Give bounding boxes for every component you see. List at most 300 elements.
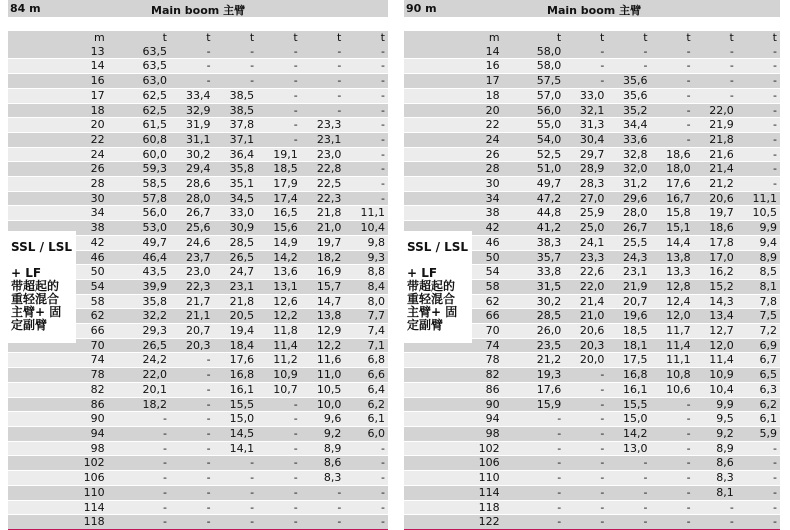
- capacity-cell: -: [257, 59, 301, 74]
- capacity-cell: -: [170, 471, 214, 486]
- table-row: [8, 441, 388, 456]
- table-row: [404, 74, 780, 89]
- capacity-cell: -: [344, 132, 388, 147]
- capacity-cell: 19,7: [301, 235, 345, 250]
- capacity-cell: -: [651, 397, 694, 412]
- radius-cell: 18: [8, 103, 108, 118]
- capacity-cell: 8,3: [694, 471, 737, 486]
- capacity-cell: -: [564, 45, 607, 59]
- capacity-cell: -: [564, 485, 607, 500]
- radius-cell: 70: [8, 338, 108, 353]
- capacity-cell: 19,7: [694, 206, 737, 221]
- capacity-cell: -: [737, 177, 780, 192]
- capacity-cell: 7,7: [344, 309, 388, 324]
- capacity-cell: -: [257, 515, 301, 530]
- capacity-cell: 17,0: [694, 250, 737, 265]
- capacity-cell: 10,4: [694, 382, 737, 397]
- capacity-cell: -: [301, 59, 345, 74]
- capacity-cell: 16,9: [301, 265, 345, 280]
- capacity-cell: 58,0: [503, 59, 565, 74]
- table-row: [404, 441, 780, 456]
- table-row: [404, 88, 780, 103]
- capacity-header: t: [503, 31, 565, 45]
- capacity-cell: 59,3: [108, 162, 170, 177]
- capacity-cell: 8,6: [694, 456, 737, 471]
- capacity-cell: 15,9: [503, 397, 565, 412]
- capacity-cell: -: [214, 74, 258, 89]
- capacity-cell: 49,7: [503, 177, 565, 192]
- capacity-cell: 6,2: [737, 397, 780, 412]
- capacity-cell: -: [694, 45, 737, 59]
- radius-cell: 14: [404, 45, 503, 59]
- radius-cell: 78: [404, 353, 503, 368]
- capacity-cell: 6,6: [344, 368, 388, 383]
- capacity-cell: -: [301, 485, 345, 500]
- capacity-cell: 6,4: [344, 382, 388, 397]
- radius-cell: 24: [404, 132, 503, 147]
- radius-cell: 106: [404, 456, 503, 471]
- capacity-cell: -: [564, 412, 607, 427]
- capacity-cell: 17,9: [257, 177, 301, 192]
- table-row: [8, 103, 388, 118]
- capacity-cell: 19,6: [607, 309, 650, 324]
- capacity-cell: 20,3: [170, 338, 214, 353]
- capacity-cell: 9,9: [694, 397, 737, 412]
- capacity-cell: 35,6: [607, 88, 650, 103]
- capacity-cell: 28,9: [564, 162, 607, 177]
- capacity-cell: 18,2: [301, 250, 345, 265]
- boom-length: 84 m: [10, 2, 41, 15]
- capacity-cell: -: [344, 147, 388, 162]
- capacity-cell: -: [651, 471, 694, 486]
- table-row: [8, 88, 388, 103]
- capacity-cell: 18,0: [651, 162, 694, 177]
- capacity-cell: 32,8: [607, 147, 650, 162]
- capacity-cell: -: [214, 456, 258, 471]
- capacity-cell: 21,4: [694, 162, 737, 177]
- capacity-cell: -: [344, 471, 388, 486]
- table-row: [404, 162, 780, 177]
- capacity-cell: 8,9: [301, 441, 345, 456]
- capacity-cell: 20,7: [607, 294, 650, 309]
- capacity-cell: 33,4: [170, 88, 214, 103]
- capacity-cell: 9,3: [344, 250, 388, 265]
- capacity-cell: 9,9: [737, 221, 780, 236]
- capacity-cell: 20,3: [564, 338, 607, 353]
- capacity-cell: 15,5: [607, 397, 650, 412]
- capacity-cell: -: [344, 191, 388, 206]
- capacity-cell: -: [651, 456, 694, 471]
- capacity-cell: -: [108, 412, 170, 427]
- capacity-cell: 61,5: [108, 118, 170, 133]
- capacity-cell: -: [170, 45, 214, 59]
- capacity-cell: 23,1: [607, 265, 650, 280]
- capacity-cell: -: [257, 471, 301, 486]
- capacity-cell: 8,5: [737, 265, 780, 280]
- capacity-cell: 10,7: [257, 382, 301, 397]
- radius-cell: 94: [404, 412, 503, 427]
- capacity-cell: 6,7: [737, 353, 780, 368]
- radius-cell: 46: [404, 235, 503, 250]
- capacity-cell: 8,1: [737, 279, 780, 294]
- table-row: [404, 59, 780, 74]
- capacity-cell: 29,4: [170, 162, 214, 177]
- capacity-cell: -: [737, 147, 780, 162]
- capacity-cell: -: [737, 103, 780, 118]
- capacity-cell: 34,5: [214, 191, 258, 206]
- table-row: [404, 515, 780, 530]
- capacity-cell: 31,5: [503, 279, 565, 294]
- capacity-cell: 24,6: [170, 235, 214, 250]
- table-row: [8, 132, 388, 147]
- table-row: [404, 191, 780, 206]
- capacity-cell: -: [503, 456, 565, 471]
- capacity-cell: -: [651, 412, 694, 427]
- config-line: 带超起的: [11, 279, 60, 293]
- config-line: 定副臂: [407, 318, 444, 332]
- capacity-cell: 35,6: [607, 74, 650, 89]
- capacity-cell: 18,6: [694, 221, 737, 236]
- table-row: [8, 162, 388, 177]
- capacity-cell: -: [503, 485, 565, 500]
- table-row: [404, 177, 780, 192]
- capacity-cell: -: [257, 45, 301, 59]
- capacity-cell: -: [564, 500, 607, 515]
- config-line: 主臂+ 固: [407, 305, 458, 319]
- capacity-cell: 51,0: [503, 162, 565, 177]
- capacity-cell: -: [170, 485, 214, 500]
- capacity-cell: -: [651, 45, 694, 59]
- table-row: [8, 368, 388, 383]
- capacity-cell: -: [694, 59, 737, 74]
- capacity-cell: 14,9: [257, 235, 301, 250]
- capacity-cell: -: [257, 132, 301, 147]
- capacity-cell: 8,1: [694, 485, 737, 500]
- capacity-cell: 13,3: [651, 265, 694, 280]
- capacity-cell: 8,9: [694, 441, 737, 456]
- capacity-cell: 53,0: [108, 221, 170, 236]
- capacity-cell: 63,5: [108, 45, 170, 59]
- capacity-cell: -: [344, 515, 388, 530]
- capacity-cell: -: [170, 382, 214, 397]
- capacity-cell: -: [503, 426, 565, 441]
- capacity-cell: 13,8: [651, 250, 694, 265]
- capacity-cell: 11,7: [651, 324, 694, 339]
- capacity-cell: -: [257, 456, 301, 471]
- capacity-cell: -: [737, 88, 780, 103]
- capacity-cell: -: [257, 485, 301, 500]
- table-row: [404, 45, 780, 59]
- capacity-cell: -: [170, 426, 214, 441]
- capacity-cell: 14,5: [214, 426, 258, 441]
- capacity-cell: 17,6: [651, 177, 694, 192]
- radius-cell: 20: [404, 103, 503, 118]
- capacity-cell: 11,1: [651, 353, 694, 368]
- capacity-cell: 21,7: [170, 294, 214, 309]
- radius-cell: 62: [404, 294, 503, 309]
- capacity-header: t: [607, 31, 650, 45]
- capacity-cell: -: [651, 118, 694, 133]
- radius-cell: 82: [8, 382, 108, 397]
- capacity-cell: 8,3: [301, 471, 345, 486]
- capacity-cell: -: [170, 456, 214, 471]
- capacity-cell: 21,6: [694, 147, 737, 162]
- capacity-cell: 38,5: [214, 88, 258, 103]
- capacity-cell: 14,2: [607, 426, 650, 441]
- radius-cell: 30: [8, 191, 108, 206]
- capacity-cell: 52,5: [503, 147, 565, 162]
- radius-cell: 30: [404, 177, 503, 192]
- table-row: [404, 206, 780, 221]
- capacity-cell: 21,8: [694, 132, 737, 147]
- table-row: [8, 353, 388, 368]
- capacity-cell: -: [737, 74, 780, 89]
- capacity-cell: -: [301, 103, 345, 118]
- capacity-cell: 9,6: [301, 412, 345, 427]
- capacity-cell: 7,4: [344, 324, 388, 339]
- capacity-cell: -: [257, 118, 301, 133]
- table-row: [404, 500, 780, 515]
- table-row: [8, 191, 388, 206]
- capacity-cell: 21,8: [301, 206, 345, 221]
- load-chart-90m: [404, 0, 780, 529]
- capacity-cell: 11,6: [301, 353, 345, 368]
- capacity-cell: 17,5: [607, 353, 650, 368]
- capacity-cell: -: [214, 515, 258, 530]
- capacity-cell: 23,5: [503, 338, 565, 353]
- capacity-cell: 14,1: [214, 441, 258, 456]
- capacity-cell: 10,9: [257, 368, 301, 383]
- capacity-cell: 20,6: [564, 324, 607, 339]
- capacity-cell: 38,3: [503, 235, 565, 250]
- capacity-cell: 22,3: [170, 279, 214, 294]
- radius-header: m: [404, 31, 503, 45]
- capacity-cell: 63,5: [108, 59, 170, 74]
- capacity-cell: -: [108, 426, 170, 441]
- capacity-cell: 29,3: [108, 324, 170, 339]
- capacity-cell: -: [170, 412, 214, 427]
- capacity-cell: 10,8: [651, 368, 694, 383]
- capacity-cell: 18,4: [214, 338, 258, 353]
- capacity-cell: -: [737, 162, 780, 177]
- capacity-cell: 19,4: [214, 324, 258, 339]
- chart-header: [404, 0, 780, 17]
- capacity-cell: 33,8: [503, 265, 565, 280]
- capacity-cell: 11,1: [737, 191, 780, 206]
- capacity-cell: 10,5: [301, 382, 345, 397]
- capacity-cell: 8,0: [344, 294, 388, 309]
- radius-cell: 24: [8, 147, 108, 162]
- capacity-cell: 6,3: [737, 382, 780, 397]
- capacity-cell: 57,0: [503, 88, 565, 103]
- radius-cell: 13: [8, 45, 108, 59]
- capacity-cell: 10,4: [344, 221, 388, 236]
- capacity-cell: -: [564, 515, 607, 530]
- capacity-cell: -: [108, 485, 170, 500]
- capacity-cell: 26,5: [108, 338, 170, 353]
- capacity-cell: -: [257, 74, 301, 89]
- capacity-cell: 31,9: [170, 118, 214, 133]
- table-row: [404, 132, 780, 147]
- capacity-header: t: [108, 31, 170, 45]
- capacity-cell: 28,0: [607, 206, 650, 221]
- radius-cell: 94: [8, 426, 108, 441]
- radius-cell: 114: [404, 485, 503, 500]
- capacity-cell: 21,9: [607, 279, 650, 294]
- capacity-cell: 28,0: [170, 191, 214, 206]
- capacity-cell: -: [344, 485, 388, 500]
- capacity-cell: 16,8: [214, 368, 258, 383]
- capacity-cell: -: [607, 471, 650, 486]
- table-row: [404, 412, 780, 427]
- capacity-cell: 15,0: [214, 412, 258, 427]
- capacity-cell: 26,0: [503, 324, 565, 339]
- capacity-cell: -: [503, 515, 565, 530]
- radius-header: m: [8, 31, 108, 45]
- capacity-cell: 21,1: [170, 309, 214, 324]
- table-row: [404, 382, 780, 397]
- capacity-cell: 22,0: [564, 279, 607, 294]
- capacity-cell: 49,7: [108, 235, 170, 250]
- capacity-cell: 24,7: [214, 265, 258, 280]
- capacity-cell: -: [737, 485, 780, 500]
- table-row: [404, 368, 780, 383]
- capacity-cell: 8,4: [344, 279, 388, 294]
- capacity-cell: 43,5: [108, 265, 170, 280]
- capacity-cell: 10,0: [301, 397, 345, 412]
- capacity-cell: -: [344, 456, 388, 471]
- capacity-cell: -: [257, 500, 301, 515]
- capacity-header: t: [257, 31, 301, 45]
- capacity-cell: 32,2: [108, 309, 170, 324]
- capacity-cell: 10,5: [737, 206, 780, 221]
- capacity-cell: 39,9: [108, 279, 170, 294]
- table-row: [404, 426, 780, 441]
- capacity-cell: 32,1: [564, 103, 607, 118]
- radius-cell: 74: [404, 338, 503, 353]
- capacity-cell: 35,8: [214, 162, 258, 177]
- capacity-cell: 44,8: [503, 206, 565, 221]
- capacity-cell: 12,2: [257, 309, 301, 324]
- capacity-cell: 37,1: [214, 132, 258, 147]
- capacity-cell: 21,2: [503, 353, 565, 368]
- capacity-cell: -: [257, 88, 301, 103]
- capacity-cell: -: [564, 74, 607, 89]
- table-row: [8, 515, 388, 530]
- capacity-cell: -: [737, 132, 780, 147]
- capacity-cell: -: [651, 132, 694, 147]
- radius-cell: 17: [404, 74, 503, 89]
- capacity-cell: -: [108, 471, 170, 486]
- capacity-cell: 14,7: [301, 294, 345, 309]
- capacity-cell: 15,7: [301, 279, 345, 294]
- capacity-cell: 56,0: [503, 103, 565, 118]
- capacity-cell: -: [564, 382, 607, 397]
- capacity-cell: 23,3: [564, 250, 607, 265]
- capacity-cell: 9,2: [301, 426, 345, 441]
- radius-cell: 14: [8, 59, 108, 74]
- capacity-cell: 11,2: [257, 353, 301, 368]
- radius-cell: 20: [8, 118, 108, 133]
- radius-cell: 82: [404, 368, 503, 383]
- capacity-cell: -: [564, 456, 607, 471]
- capacity-cell: 12,2: [301, 338, 345, 353]
- capacity-header: t: [651, 31, 694, 45]
- radius-cell: 18: [404, 88, 503, 103]
- table-row: [8, 500, 388, 515]
- capacity-cell: -: [344, 88, 388, 103]
- radius-cell: 42: [404, 221, 503, 236]
- capacity-cell: 24,3: [607, 250, 650, 265]
- table-row: [8, 147, 388, 162]
- capacity-cell: 15,0: [607, 412, 650, 427]
- capacity-cell: 17,6: [503, 382, 565, 397]
- capacity-cell: 35,7: [503, 250, 565, 265]
- capacity-cell: 35,8: [108, 294, 170, 309]
- capacity-cell: -: [344, 59, 388, 74]
- capacity-cell: -: [564, 441, 607, 456]
- capacity-cell: -: [737, 471, 780, 486]
- capacity-cell: 29,7: [564, 147, 607, 162]
- capacity-cell: 8,6: [301, 456, 345, 471]
- capacity-cell: 60,8: [108, 132, 170, 147]
- radius-cell: 66: [8, 324, 108, 339]
- capacity-cell: 6,2: [344, 397, 388, 412]
- table-row: [8, 177, 388, 192]
- capacity-cell: 33,6: [607, 132, 650, 147]
- capacity-cell: 19,1: [257, 147, 301, 162]
- capacity-cell: 25,9: [564, 206, 607, 221]
- capacity-cell: 23,3: [301, 118, 345, 133]
- capacity-cell: 33,0: [214, 206, 258, 221]
- capacity-cell: 31,1: [170, 132, 214, 147]
- capacity-cell: 8,8: [344, 265, 388, 280]
- table-row: [8, 485, 388, 500]
- capacity-cell: -: [737, 59, 780, 74]
- capacity-cell: -: [564, 471, 607, 486]
- capacity-cell: -: [737, 118, 780, 133]
- capacity-cell: 10,6: [651, 382, 694, 397]
- capacity-cell: -: [108, 456, 170, 471]
- radius-cell: 46: [8, 250, 108, 265]
- capacity-cell: 58,0: [503, 45, 565, 59]
- capacity-cell: -: [737, 515, 780, 530]
- capacity-cell: 21,0: [564, 309, 607, 324]
- capacity-cell: -: [607, 59, 650, 74]
- capacity-cell: 30,2: [503, 294, 565, 309]
- radius-cell: 98: [404, 426, 503, 441]
- radius-cell: 114: [8, 500, 108, 515]
- capacity-cell: -: [214, 59, 258, 74]
- capacity-cell: -: [170, 441, 214, 456]
- capacity-cell: -: [170, 59, 214, 74]
- capacity-cell: 7,2: [737, 324, 780, 339]
- capacity-cell: -: [737, 441, 780, 456]
- capacity-cell: -: [564, 368, 607, 383]
- capacity-cell: 10,9: [694, 368, 737, 383]
- capacity-cell: 9,2: [694, 426, 737, 441]
- radius-cell: 26: [404, 147, 503, 162]
- boom-title: Main boom 主臂: [151, 4, 246, 17]
- capacity-cell: 18,5: [257, 162, 301, 177]
- radius-cell: 102: [404, 441, 503, 456]
- radius-cell: 42: [8, 235, 108, 250]
- capacity-cell: 6,5: [737, 368, 780, 383]
- radius-cell: 28: [8, 177, 108, 192]
- capacity-cell: -: [301, 45, 345, 59]
- capacity-cell: 15,6: [257, 221, 301, 236]
- capacity-cell: 8,9: [737, 250, 780, 265]
